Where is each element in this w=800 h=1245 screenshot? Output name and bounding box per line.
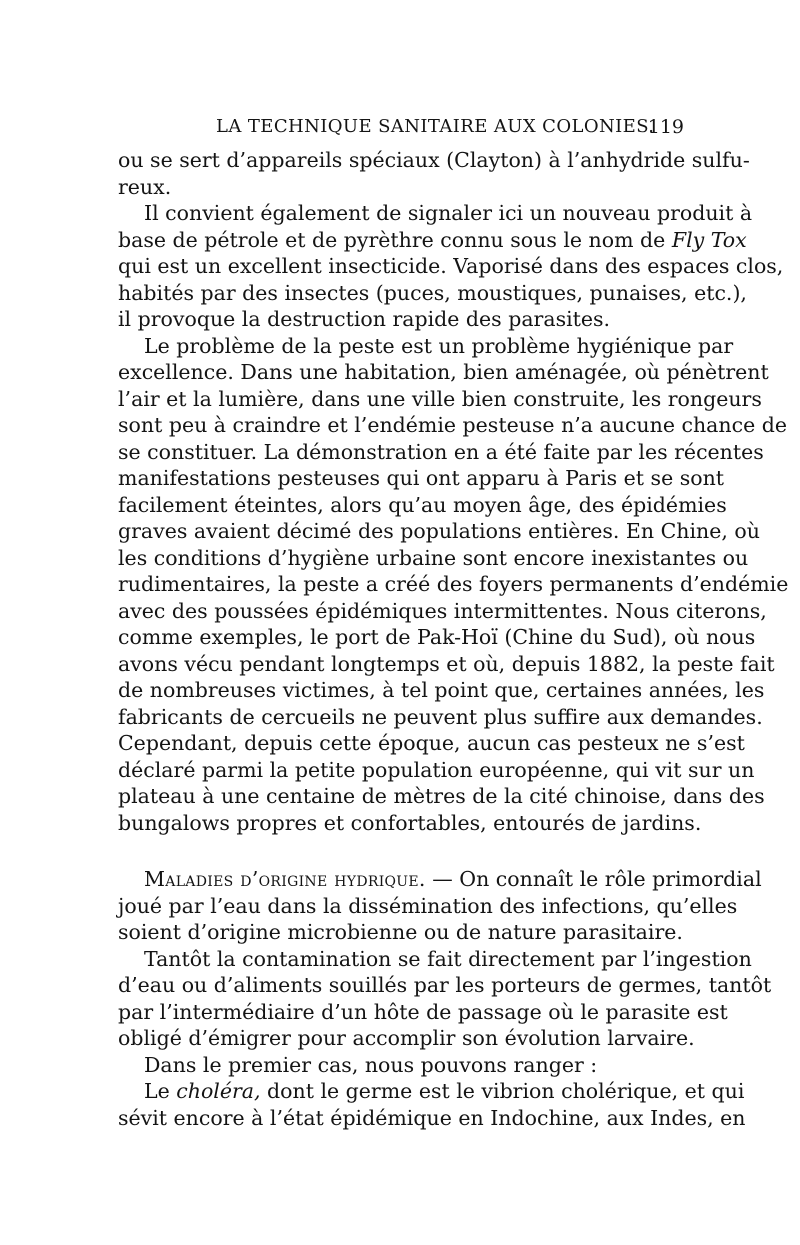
product-name: Fly Tox <box>671 227 747 252</box>
text-line: joué par l’eau dans la dissémination des infections, qu’elles <box>118 893 738 918</box>
text-line: sont peu à craindre et l’endémie pesteuse n’a aucune chance de <box>118 413 787 437</box>
text-line: obligé d’émigrer pour accomplir son évolution larvaire. <box>118 1026 695 1050</box>
text-line: plateau à une centaine de mètres de la cité chinoise, dans des <box>118 784 765 808</box>
section-heading: Maladies d’origine hydrique. <box>144 867 426 891</box>
text-line: rudimentaires, la peste a créé des foyers permanents d’endémie <box>118 572 789 596</box>
text-line: Le problème de la peste est un problème hygiénique par <box>144 333 734 358</box>
running-head <box>118 116 684 144</box>
text-line: Dans le premier cas, nous pouvons ranger : <box>144 1052 598 1077</box>
text-line: comme exemples, le port de Pak-Hoï (Chine du Sud), où nous <box>118 625 756 649</box>
text-line: par l’intermédiaire d’un hôte de passage où le parasite est <box>118 999 728 1024</box>
page-number: 119 <box>647 116 684 138</box>
text-line: l’air et la lumière, dans une ville bien construite, les rongeurs <box>118 386 762 411</box>
text-line: fabricants de cercueils ne peuvent plus suffire aux demandes. <box>118 704 763 729</box>
text-line: il provoque la destruction rapide des parasites. <box>118 307 611 331</box>
text-line: qui est un excellent insecticide. Vaporisé dans des espaces clos, <box>118 254 784 278</box>
text-line: Il convient également de signaler ici un nouveau produit à <box>144 201 753 225</box>
text-line: reux. <box>118 174 172 199</box>
section-heading-line <box>118 866 762 893</box>
text-line: excellence. Dans une habitation, bien aménagée, où pénètrent <box>118 360 769 384</box>
text-line: avec des poussées épidémiques intermittentes. Nous citerons, <box>118 598 767 623</box>
text-line: facilement éteintes, alors qu’au moyen âge, des épidémies <box>118 492 727 517</box>
text-line: Cependant, depuis cette époque, aucun cas pesteux ne s’est <box>118 731 745 755</box>
text-line: manifestations pesteuses qui ont apparu à Paris et se sont <box>118 466 725 490</box>
running-title: LA TECHNIQUE SANITAIRE AUX COLONIES. <box>216 116 655 137</box>
text-line: avons vécu pendant longtemps et où, depuis 1882, la peste fait <box>118 651 775 676</box>
text-line: soient d’origine microbienne ou de nature parasitaire. <box>118 920 683 944</box>
body-text <box>118 147 789 1131</box>
text-line <box>118 1078 745 1105</box>
text-line: Tantôt la contamination se fait directement par l’ingestion <box>144 946 752 971</box>
disease-name: choléra, <box>176 1079 261 1103</box>
text-line: de nombreuses victimes, à tel point que, certaines années, les <box>118 678 765 702</box>
text-line: d’eau ou d’aliments souillés par les porteurs de germes, tantôt <box>118 973 772 997</box>
text-run: Le <box>144 1079 177 1103</box>
text-line: les conditions d’hygiène urbaine sont encore inexistantes ou <box>118 545 749 570</box>
text-line: graves avaient décimé des populations entières. En Chine, où <box>118 519 760 543</box>
text-run: — On connaît le rôle primordial <box>425 867 762 891</box>
text-line: déclaré parmi la petite population européenne, qui vit sur un <box>118 757 755 782</box>
text-line: bungalows propres et confortables, entourés de jardins. <box>118 810 702 835</box>
text-line <box>118 227 747 254</box>
section-gap <box>118 836 684 866</box>
text-run: dont le germe est le vibrion cholérique, et qui <box>260 1079 745 1103</box>
text-line: se constituer. La démonstration en a été faite par les récentes <box>118 439 764 464</box>
text-run: base de pétrole et de pyrèthre connu sous le nom de <box>118 227 672 252</box>
text-line: habités par des insectes (puces, moustiques, punaises, etc.), <box>118 280 747 305</box>
text-line: ou se sert d’appareils spéciaux (Clayton) à l’anhydride sulfu- <box>118 148 750 172</box>
text-line: sévit encore à l’état épidémique en Indochine, aux Indes, en <box>118 1105 746 1130</box>
